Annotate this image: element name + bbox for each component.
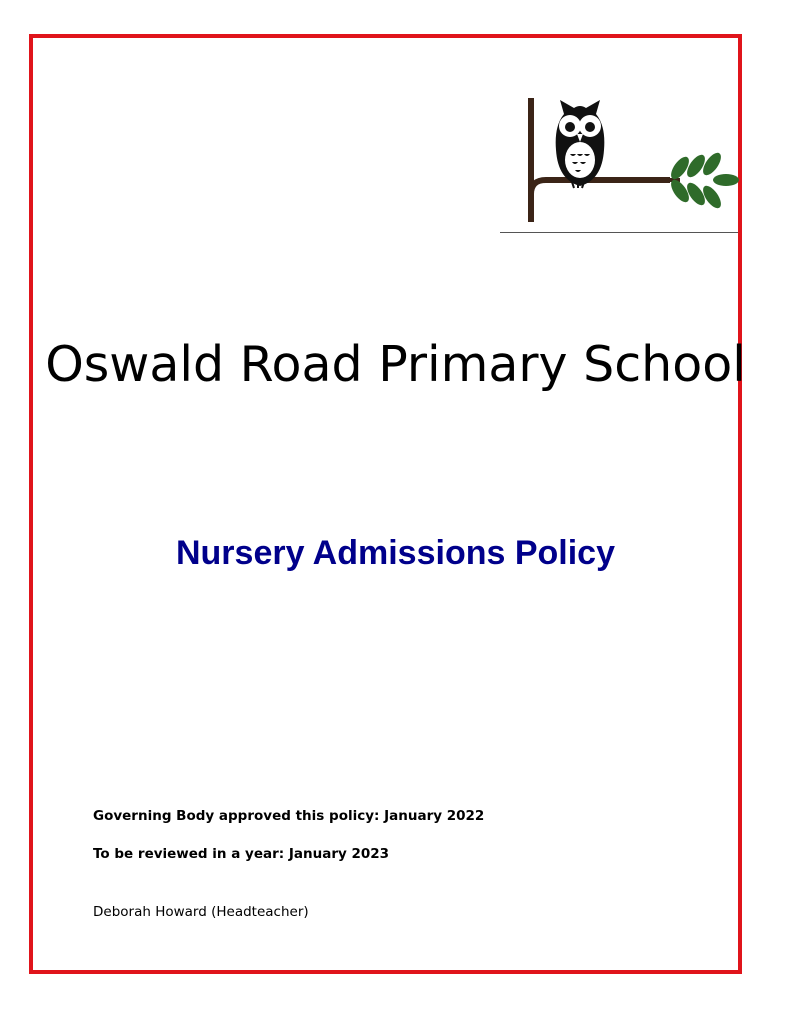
headteacher-signatory: Deborah Howard (Headteacher) — [93, 904, 309, 920]
logo-divider — [500, 232, 738, 233]
policy-title: Nursery Admissions Policy — [175, 534, 615, 572]
school-name: Oswald Road Primary School — [45, 336, 746, 393]
owl-on-branch-icon — [520, 94, 740, 226]
review-date-line: To be reviewed in a year: January 2023 — [93, 846, 390, 862]
approval-date-line: Governing Body approved this policy: January 2022 — [93, 808, 485, 824]
